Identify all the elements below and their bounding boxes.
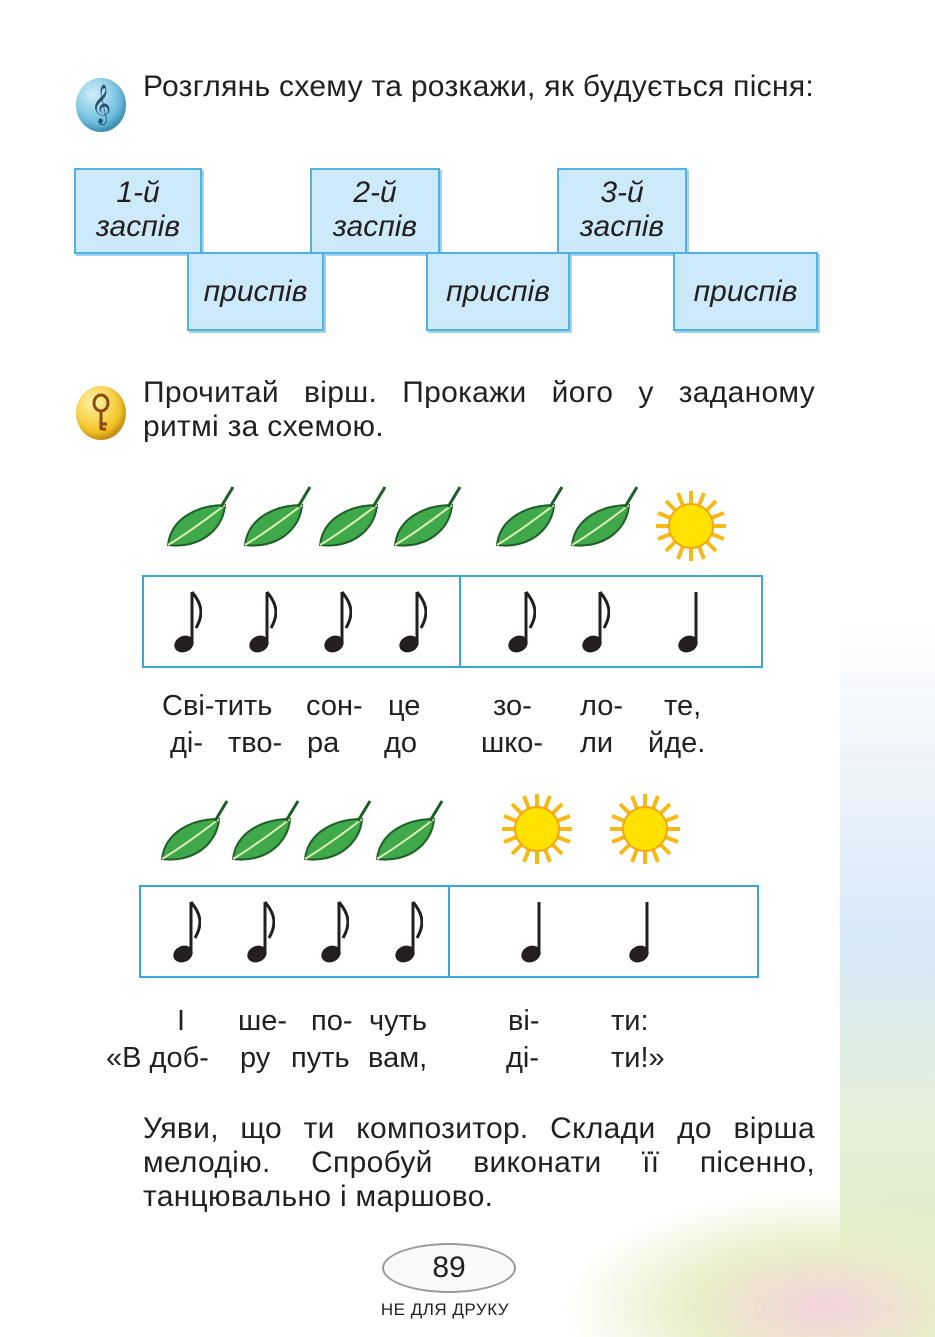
verse-label: заспів: [95, 210, 181, 243]
eighth-note-icon: [322, 586, 352, 661]
leaf-icon: [157, 797, 232, 872]
lyric-syllable: ти!»: [611, 1042, 665, 1074]
lyric-syllable: чуть: [369, 1005, 427, 1037]
lyric-syllable: ше-: [238, 1005, 288, 1037]
eighth-note-icon: [245, 896, 275, 971]
not-for-print-notice: НЕ ДЛЯ ДРУКУ: [380, 1300, 510, 1319]
eighth-note-icon: [580, 586, 610, 661]
bar-line: [459, 575, 461, 668]
leaf-icon: [567, 483, 642, 558]
lyric-syllable: І: [177, 1005, 186, 1037]
task1-text: Розглянь схему та розкажи, як будується пісня:: [143, 70, 815, 103]
lyric-syllable: «В доб-: [106, 1042, 209, 1074]
verse-number: 2-й: [353, 176, 397, 209]
treble-clef-icon: 𝄞: [76, 78, 126, 132]
leaf-icon: [240, 483, 315, 558]
lyric-syllable: це: [388, 690, 421, 722]
leaf-icon: [163, 483, 238, 558]
quarter-note-icon: [519, 896, 549, 971]
eighth-note-icon: [171, 896, 201, 971]
task2-text: Прочитай вірш. Прокажи його у заданому ритмі за схемою.: [143, 376, 815, 443]
lyric-syllable: ти:: [611, 1005, 649, 1037]
chorus-box-3: приспів: [673, 252, 818, 331]
eighth-note-icon: [319, 896, 349, 971]
leaf-icon: [315, 483, 390, 558]
rhythm-bar: [142, 575, 763, 668]
key-icon: [76, 386, 126, 440]
lyric-syllable: ру: [240, 1042, 271, 1074]
chorus-box-1: приспів: [187, 252, 324, 331]
eighth-note-icon: [506, 586, 536, 661]
quarter-note-icon: [627, 896, 657, 971]
leaf-icon: [372, 797, 447, 872]
leaf-icon: [300, 797, 375, 872]
lyric-syllable: по-: [311, 1005, 353, 1037]
verse-box-1: [74, 168, 202, 254]
lyric-syllable: ли: [580, 727, 614, 759]
lyric-syllable: сон-: [306, 690, 363, 722]
chorus-box-2: приспів: [426, 252, 570, 331]
eighth-note-icon: [247, 586, 277, 661]
verse-number: 3-й: [600, 176, 644, 209]
lyric-syllable: ді-: [170, 727, 204, 759]
sun-icon: [608, 792, 682, 871]
eighth-note-icon: [393, 896, 423, 971]
lyric-syllable: тво-: [228, 727, 283, 759]
lyric-syllable: йде.: [648, 727, 706, 759]
lyric-syllable: шко-: [481, 727, 544, 759]
verse-box-3: [557, 168, 687, 254]
quarter-note-icon: [676, 586, 706, 661]
bar-line: [448, 885, 450, 978]
lyric-syllable: до: [384, 727, 418, 759]
leaf-icon: [492, 483, 567, 558]
eighth-note-icon: [172, 586, 202, 661]
lyric-syllable: те,: [664, 690, 702, 722]
verse-label: заспів: [579, 210, 665, 243]
lyric-syllable: путь: [291, 1042, 350, 1074]
verse-number: 1-й: [116, 176, 160, 209]
lyric-syllable: ло-: [580, 690, 624, 722]
sun-icon: [500, 792, 574, 871]
lyric-syllable: ді-: [506, 1042, 540, 1074]
lyric-syllable: ві-: [508, 1005, 540, 1037]
lyric-syllable: зо-: [493, 690, 532, 722]
leaf-icon: [228, 797, 303, 872]
verse-box-2: [310, 168, 440, 254]
lyric-syllable: вам,: [368, 1042, 428, 1074]
lyric-syllable: Сві-тить: [162, 690, 273, 722]
sun-icon: [654, 489, 728, 568]
task3-text: Уяви, що ти композитор. Склади до вірша мелодію. Спробуй виконати її пісенно, танцювально і маршово.: [143, 1112, 815, 1213]
leaf-icon: [390, 483, 465, 558]
eighth-note-icon: [397, 586, 427, 661]
page-number: 89: [382, 1243, 516, 1293]
lyric-syllable: ра: [307, 727, 340, 759]
verse-label: заспів: [332, 210, 418, 243]
